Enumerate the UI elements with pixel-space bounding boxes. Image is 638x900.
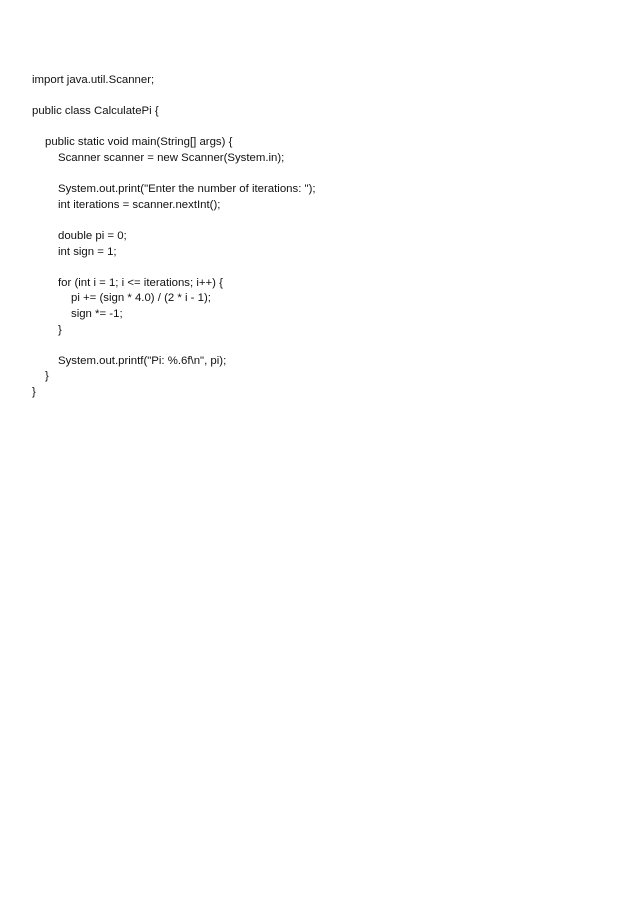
code-line-pi-init: double pi = 0; (58, 229, 127, 242)
code-line-import: import java.util.Scanner; (32, 74, 155, 86)
code-line-method-close: } (45, 370, 49, 383)
code-line-loop-close: } (58, 323, 62, 336)
code-line-class-close: } (32, 385, 36, 398)
code-line-printf: System.out.printf("Pi: %.6f\n", pi); (58, 354, 227, 367)
code-line-main-method: public static void main(String[] args) { (45, 136, 233, 149)
code-line-pi-update: pi += (sign * 4.0) / (2 * i - 1); (71, 292, 211, 305)
blank-line (32, 120, 612, 136)
blank-line (32, 213, 612, 229)
blank-line (32, 167, 612, 183)
code-line-sign-init: int sign = 1; (58, 245, 117, 258)
code-line-sign-flip: sign *= -1; (71, 307, 123, 320)
code-block (32, 73, 612, 400)
code-line-for-loop: for (int i = 1; i <= iterations; i++) { (58, 276, 223, 289)
blank-line (32, 338, 612, 354)
code-line-print-prompt: System.out.print("Enter the number of iterations: "); (58, 183, 316, 196)
code-line-scanner: Scanner scanner = new Scanner(System.in); (58, 151, 285, 164)
code-line-class-declaration: public class CalculatePi { (32, 105, 159, 118)
blank-line (32, 260, 612, 276)
code-line-read-iterations: int iterations = scanner.nextInt(); (58, 198, 221, 211)
blank-line (32, 89, 612, 105)
